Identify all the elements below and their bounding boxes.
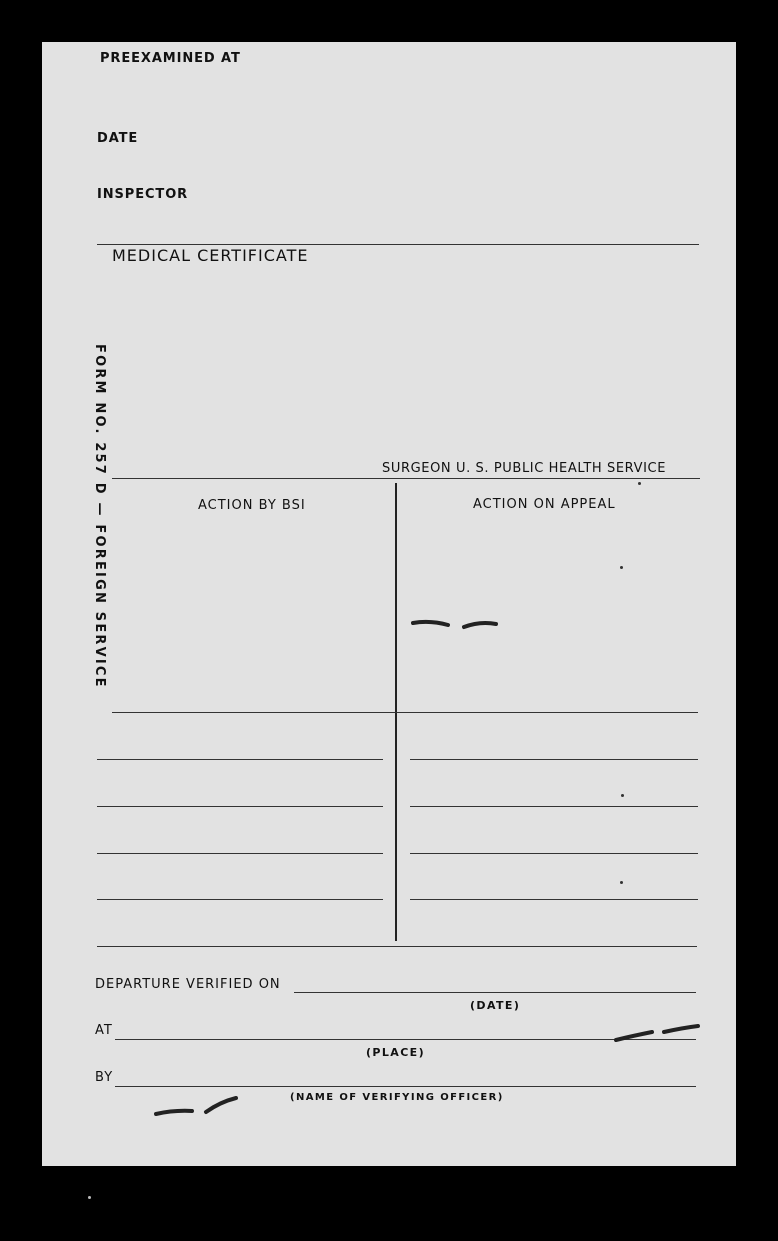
bsi-entry-line [97, 899, 383, 900]
by-label: BY [95, 1070, 114, 1085]
surgeon-label: SURGEON U. S. PUBLIC HEALTH SERVICE [382, 461, 667, 476]
departure-date-line [294, 992, 696, 993]
inspector-label: INSPECTOR [97, 187, 189, 202]
officer-line [115, 1086, 696, 1087]
staple-mark [152, 1092, 244, 1120]
action-on-appeal-header: ACTION ON APPEAL [473, 497, 616, 512]
action-rule-bottom [97, 946, 697, 947]
action-by-bsi-header: ACTION BY BSI [198, 498, 306, 513]
form-number-side-text: FORM NO. 257 D — FOREIGN SERVICE [92, 344, 107, 689]
speck [88, 1196, 91, 1199]
preexamined-label: PREEXAMINED AT [100, 51, 241, 66]
appeal-entry-line [410, 899, 698, 900]
form-card [42, 42, 736, 1166]
bsi-entry-line [97, 853, 383, 854]
surgeon-signature-line [112, 478, 700, 479]
date-label: DATE [97, 131, 139, 146]
at-label: AT [95, 1023, 113, 1038]
staple-mark [410, 614, 502, 634]
bsi-entry-line [97, 806, 383, 807]
place-caption: (PLACE) [366, 1046, 426, 1059]
bsi-entry-line [97, 759, 383, 760]
appeal-entry-line [410, 759, 698, 760]
speck [620, 881, 623, 884]
date-caption: (DATE) [470, 999, 521, 1012]
place-line [115, 1039, 696, 1040]
header-divider [97, 244, 699, 245]
departure-verified-label: DEPARTURE VERIFIED ON [95, 977, 281, 992]
appeal-entry-line [410, 806, 698, 807]
certificate-title: MEDICAL CERTIFICATE [112, 246, 309, 265]
staple-mark [612, 1020, 704, 1046]
speck [621, 794, 624, 797]
speck [620, 566, 623, 569]
appeal-entry-line [410, 853, 698, 854]
speck [638, 482, 641, 485]
action-rule-top [112, 712, 698, 713]
officer-caption: (NAME OF VERIFYING OFFICER) [290, 1092, 504, 1103]
